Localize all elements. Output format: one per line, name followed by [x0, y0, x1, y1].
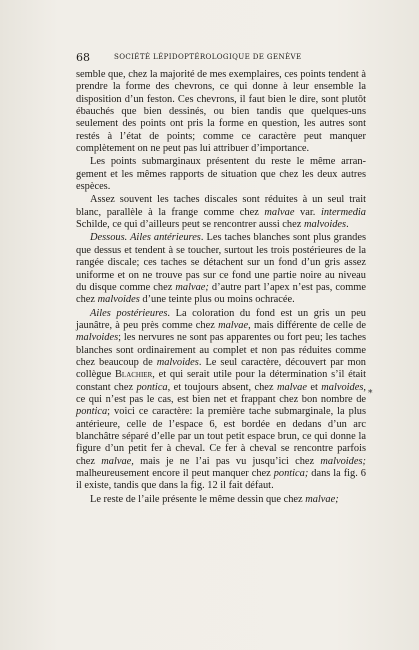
paragraph	[76, 194, 366, 231]
italic-text: pontica	[136, 381, 168, 393]
italic-text: malvae	[218, 319, 249, 331]
italic-text: malvae	[276, 381, 307, 393]
italic-text: malvoides	[321, 381, 364, 393]
text-run: . Le seul caractère, découvert par mon collègue	[76, 356, 366, 381]
margin-mark: *	[368, 389, 373, 399]
italic-text: malvae;	[175, 281, 209, 293]
italic-text: malvoides;	[320, 455, 366, 467]
text-run: , et toujours absent, chez	[167, 381, 277, 393]
text-run: . La coloration du fond est un gris un peu jaunâtre, à peu près comme chez	[76, 307, 366, 331]
text-run: d’autre part l’apex n’est pas, comme chez	[76, 281, 366, 306]
italic-text: Ailes postérieures	[90, 307, 168, 319]
text-run: var.	[294, 206, 321, 218]
italic-text: malvoides	[156, 356, 199, 368]
paragraph	[76, 308, 366, 493]
paragraph	[76, 156, 366, 193]
italic-text: malvoides	[97, 294, 140, 306]
text-run: . Les taches blanches sont plus grandes que dessus et tendent à se toucher, surtout les trois postérieures de la rangée discale; ces taches se détachent sur un fond d’un gris assez uniforme et on ne trouve pas sur ce fond une partie noire au niveau du disque comme chez	[76, 232, 366, 293]
text-run: ; les nervures ne sont pas apparentes ou fort peu; les taches blanches sont ordinairement au complet et non pas réduites comme chez beaucoup de	[76, 332, 366, 368]
text-run: ; voici ce caractère: la première tache submarginale, la plus antérieure, celle de l’espace 6, est bordée en dedans d’un arc blanchâtre séparé d’elle par un tout petit espace brun, ce qui donne la figure d’un petit fer à cheval. Ce fer à cheval se rencontre parfois chez	[76, 406, 366, 467]
body-text	[76, 69, 366, 506]
paragraph	[76, 69, 366, 155]
italic-text: intermedia	[320, 206, 366, 218]
italic-text: Dessous. Ailes antérieures	[90, 232, 201, 244]
paragraph	[76, 494, 366, 506]
text-run: d’une teinte plus ou moins ochracée.	[139, 294, 295, 306]
text-run: Schilde, ce qui d’ailleurs peut se rencontrer aussi chez	[76, 219, 304, 231]
text-run: mais je ne l’ai pas vu jusqu’ici chez	[133, 455, 321, 467]
text-run: , ce qui n’est pas le cas, est bien net et frappant chez bon nombre de	[76, 381, 366, 405]
italic-text: pontica;	[273, 468, 309, 479]
running-title: SOCIÉTÉ LÉPIDOPTÉROLOGIQUE DE GENÈVE	[114, 52, 302, 61]
italic-text: malvoides	[303, 219, 347, 231]
paragraph	[76, 232, 366, 306]
text-run: Le reste de l’aile présente le même dessin que chez	[90, 493, 306, 505]
text-run: , mais différente de celle de	[248, 319, 366, 331]
italic-text: pontica	[76, 406, 108, 418]
text-run: semble que, chez la majorité de mes exemplaires, ces points tendent à prendre la forme des chevrons, ce qui donne à leur ensemble la disposition d’un feston. Ces chevrons, il faut bien le dire, sont plutôt ébauchés que bien dessinés, ou bien tandis que quelques-uns seulement des points ont pris la forme en question, les autres sont restés à l’état de points; comme ce caractère peut manquer complètement on ne peut pas lui attribuer d’importance.	[76, 69, 366, 155]
italic-text: malvae;	[305, 493, 339, 505]
text-run: Les points submarginaux présentent du reste le même arrangement et les mêmes rapports de situation que chez les deux autres espèces.	[76, 156, 366, 193]
italic-text: malvae,	[101, 455, 134, 467]
running-header	[76, 51, 366, 65]
text-run: dans la fig. 6 il existe, tandis que dans la fig. 12 il fait défaut.	[76, 468, 366, 492]
text-run: Assez souvent les taches discales sont réduites à un seul trait blanc, parallèle à la frange comme chez	[76, 194, 366, 218]
small-caps-text: Blachier	[114, 369, 153, 381]
text-run: malheureusement encore il peut manquer chez	[76, 468, 274, 479]
italic-text: malvae	[264, 206, 295, 218]
text-run: .	[346, 219, 349, 231]
page-number: 68	[76, 51, 90, 64]
text-run: , et qui serait utile pour la détermination s’il était constant chez	[76, 369, 367, 393]
italic-text: malvoides	[76, 332, 119, 344]
text-run: et	[306, 381, 322, 393]
